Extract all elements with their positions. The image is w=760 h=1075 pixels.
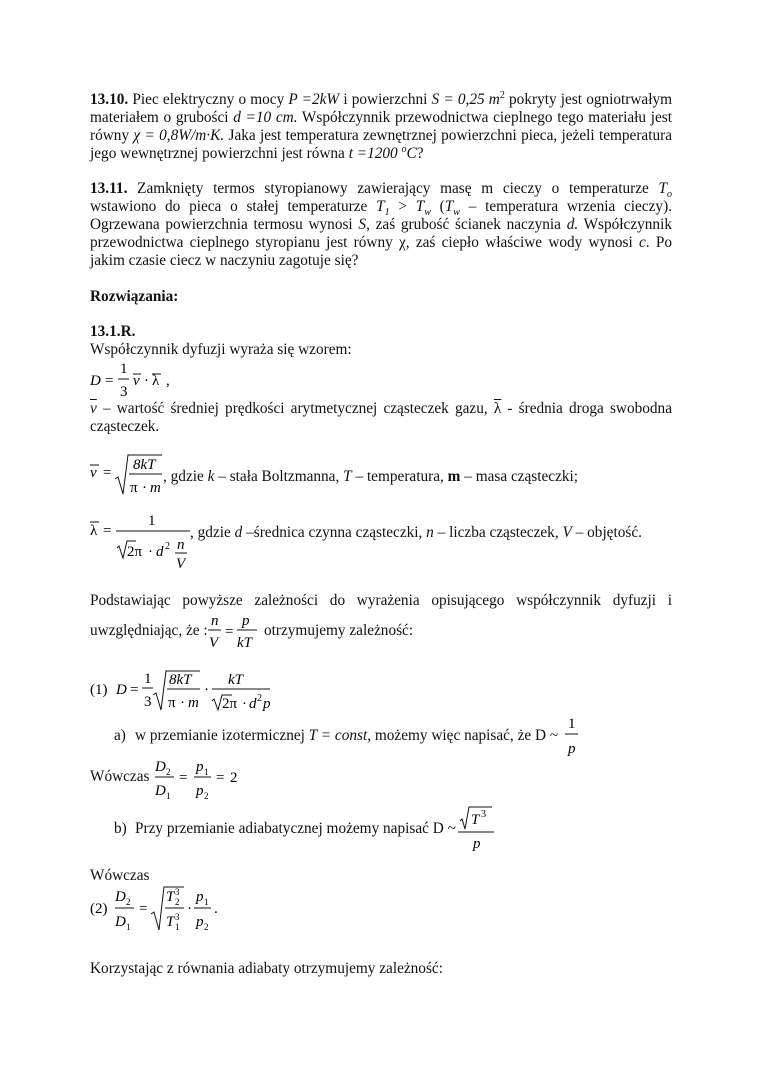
svg-text:1: 1 <box>148 513 156 529</box>
svg-text:n: n <box>177 537 185 553</box>
svg-text:p: p <box>263 696 271 712</box>
problem-13-10-line-2: materiałem o grubości d =10 cm. Współczynnik przewodnictwa cieplnego tego materiału jest <box>90 109 672 126</box>
item-b-text: Przy przemianie adiabatycznej możemy napisać D ~ <box>135 820 456 837</box>
svg-text:·: · <box>148 544 153 560</box>
substitution-line-2-text: uwzględniając, że : <box>90 622 208 639</box>
svg-text:·: · <box>204 682 209 698</box>
problem-13-11-line-1: 13.11. Zamknięty termos styropianowy zawierający masę m cieczy o temperaturze $T_o$ <box>90 180 672 201</box>
substitution-line-2-tail: otrzymujemy zależność: <box>264 622 414 639</box>
svg-text:3: 3 <box>120 384 128 400</box>
svg-text:=: = <box>130 682 139 698</box>
svg-text:λ: λ <box>90 523 98 539</box>
solution-13-1-intro: Współczynnik dyfuzji wyraża się wzorem: <box>90 341 352 358</box>
svg-text:p: p <box>473 836 481 852</box>
svg-text:·: · <box>187 901 192 917</box>
substitution-line-1: Podstawiając powyższe zależności do wyrażenia opisującego współczynnik dyfuzji i <box>90 592 672 609</box>
problem-13-11-line-2: wstawiono do pieca o stałej temperaturze $T_1 > T_w$ ($T_w$ – temperatura wrzenia cieczy). <box>90 198 672 219</box>
svg-text:kT: kT <box>228 672 243 688</box>
svg-text:=: = <box>225 624 234 640</box>
problem-13-10-line-1: 13.10. Piec elektryczny o mocy P =2kW i powierzchni S = 0,25 $m^2$ pokryty jest ogniotrwałym <box>90 89 673 108</box>
svg-text:d: d <box>156 544 164 560</box>
svg-text:=: = <box>139 901 148 917</box>
wowczas-2: Wówczas <box>90 867 150 884</box>
svg-text:1: 1 <box>166 791 171 801</box>
svg-text:m: m <box>150 480 161 496</box>
svg-text:T: T <box>166 889 175 905</box>
svg-text:p: p <box>196 914 204 930</box>
v-equation-description: , gdzie k – stała Boltzmanna, T – temperatura, m – masa cząsteczki; <box>163 468 579 485</box>
svg-text:8kT: 8kT <box>133 457 156 473</box>
svg-text:V: V <box>209 635 219 651</box>
svg-text:λ: λ <box>152 373 160 389</box>
svg-text:3: 3 <box>175 912 180 922</box>
svg-text:1: 1 <box>175 922 180 932</box>
svg-text:1: 1 <box>568 716 576 732</box>
svg-text:p: p <box>242 613 250 629</box>
svg-text:T: T <box>166 914 175 930</box>
problem-13-11-line-3: Ogrzewana powierzchnia termosu wynosi S, zaś grubość ścianek naczynia d. Współczynnik <box>90 216 672 233</box>
svg-text:2: 2 <box>204 922 209 932</box>
equation-diffusion-coefficient <box>90 358 210 405</box>
svg-text:2: 2 <box>230 770 238 786</box>
lambda-equation-description: , gdzie d –średnica czynna cząsteczki, n – liczba cząsteczek, V – objętość. <box>190 524 642 541</box>
equation-ratio-isothermal <box>155 756 245 807</box>
svg-text:2π: 2π <box>127 544 143 560</box>
svg-text:d: d <box>249 696 257 712</box>
svg-text:8kT: 8kT <box>169 672 192 688</box>
svg-text:=: = <box>179 770 188 786</box>
equation-n-over-V <box>208 610 268 657</box>
svg-text:2: 2 <box>257 693 262 704</box>
svg-text:·: · <box>144 373 149 389</box>
svg-text:2π: 2π <box>222 696 238 712</box>
equation-1 <box>90 668 290 719</box>
svg-text:T: T <box>471 812 480 828</box>
svg-text:.: . <box>214 901 218 917</box>
svg-text:kT: kT <box>237 635 252 651</box>
equation-sqrtT3-over-p <box>458 803 498 856</box>
svg-text:n: n <box>211 613 219 629</box>
problem-13-11-line-5: jakim czasie ciecz w naczyniu zagotuje się? <box>90 252 359 269</box>
svg-text:3: 3 <box>481 809 486 820</box>
problem-13-11-line-4: przewodnictwa cieplnego styropianu jest równy χ, zaś ciepło właściwe wody wynosi c. Po <box>90 234 672 251</box>
solution-13-1-heading: 13.1.R. <box>90 323 136 340</box>
svg-text:m: m <box>188 695 199 711</box>
wowczas-1: Wówczas <box>90 768 150 785</box>
equation-mean-free-path <box>90 512 200 577</box>
svg-text:2: 2 <box>175 897 180 907</box>
svg-text:π: π <box>130 480 138 496</box>
svg-text:·: · <box>180 695 185 711</box>
svg-text:p: p <box>568 741 576 757</box>
svg-text:2: 2 <box>126 897 131 907</box>
svg-text:=: = <box>105 373 114 389</box>
svg-text:p: p <box>196 889 204 905</box>
svg-text:=: = <box>103 465 112 481</box>
svg-text:1: 1 <box>204 897 209 907</box>
item-b-label: b) <box>114 820 127 837</box>
svg-text:3: 3 <box>175 887 180 897</box>
problem-13-10-line-3: równy χ = 0,8W/m·K. Jaka jest temperatura zewnętrznej powierzchni pieca, jeżeli temperatura <box>90 127 672 144</box>
svg-text:3: 3 <box>144 694 152 710</box>
svg-text:·: · <box>242 696 247 712</box>
solutions-heading: Rozwiązania: <box>90 288 179 305</box>
svg-text:=: = <box>216 770 225 786</box>
svg-text:v: v <box>90 465 97 481</box>
v-definition-line-1: $\overline{v}$ – wartość średniej prędkości arytmetycznej cząsteczek gazu, $\overline{\lambda}$ - średnia droga swobodna <box>90 400 672 417</box>
equation-1-over-p <box>565 713 581 764</box>
svg-text:1: 1 <box>204 767 209 777</box>
svg-text:,: , <box>166 373 170 389</box>
adiabatic-relation-intro: Korzystając z równania adiabaty otrzymujemy zależność: <box>90 960 443 977</box>
svg-text:V: V <box>176 556 186 572</box>
problem-13-10-line-4: jego wewnętrznej powierzchni jest równa t =1200 $^o$C? <box>90 143 424 162</box>
svg-text:1: 1 <box>144 671 152 687</box>
svg-text:(1): (1) <box>90 682 108 698</box>
svg-text:D: D <box>155 783 166 799</box>
svg-text:p: p <box>196 759 204 775</box>
svg-text:·: · <box>142 480 147 496</box>
item-a-text: w przemianie izotermicznej T = const, możemy więc napisać, że D ~ <box>135 727 559 744</box>
svg-text:v: v <box>133 373 140 389</box>
svg-text:π: π <box>168 695 176 711</box>
item-a-label: a) <box>114 727 126 744</box>
svg-text:2: 2 <box>204 791 209 801</box>
svg-text:D: D <box>90 373 101 389</box>
v-definition-line-2: cząsteczek. <box>90 418 160 435</box>
svg-text:D: D <box>115 914 126 930</box>
svg-text:D: D <box>115 889 126 905</box>
svg-text:(2): (2) <box>90 901 108 917</box>
svg-text:D: D <box>116 682 127 698</box>
svg-text:p: p <box>196 783 204 799</box>
svg-text:1: 1 <box>126 922 131 932</box>
svg-text:2: 2 <box>166 767 171 777</box>
equation-mean-velocity <box>90 452 170 503</box>
svg-text:1: 1 <box>120 361 128 377</box>
svg-text:D: D <box>155 759 166 775</box>
svg-text:=: = <box>103 523 112 539</box>
svg-text:2: 2 <box>165 541 170 552</box>
equation-2 <box>90 884 230 939</box>
